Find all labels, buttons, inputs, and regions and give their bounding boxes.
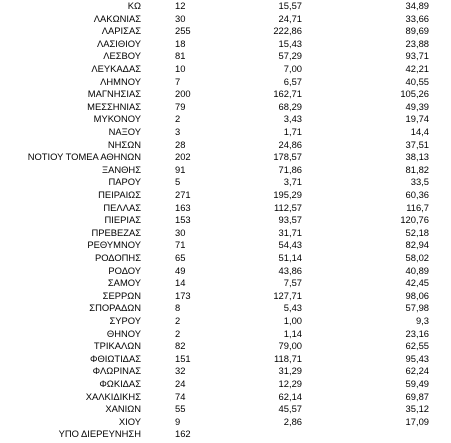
rate-cell: 62,55 [405,340,429,352]
region-name-cell: ΘΗΝΟΥ [106,327,141,339]
case-count-cell: 5 [175,176,181,188]
case-count-cell: 202 [175,151,191,163]
average-cell: 79,00 [278,340,302,352]
table-row [0,126,451,137]
average-cell: 12,29 [278,378,302,389]
table-row [0,391,451,402]
table-row [0,340,451,351]
rate-cell: 42,45 [405,277,429,289]
region-name-cell: ΠΕΛΛΑΣ [103,201,141,213]
region-name-cell: ΣΠΟΡΑΔΩΝ [89,302,141,314]
rate-cell: 82,94 [405,239,429,251]
table-row [0,202,451,213]
table-row [0,101,451,112]
rate-cell: 42,21 [405,63,429,74]
rate-cell [395,428,429,439]
region-name-cell: ΠΡΕΒΕΖΑΣ [91,226,141,238]
region-name-cell: ΧΑΝΙΩΝ [105,403,141,415]
rate-cell: 33,5 [410,176,429,188]
rate-cell: 23,16 [405,327,429,339]
case-count-cell: 2 [175,327,181,339]
case-count-cell: 163 [175,201,191,213]
case-count-cell: 71 [175,239,186,251]
region-name-cell: ΣΥΡΟΥ [109,315,141,326]
average-cell: 1,71 [283,126,302,137]
table-row [0,113,451,124]
rate-cell: 23,88 [405,37,429,49]
region-name-cell: ΠΑΡΟΥ [108,176,141,188]
rate-cell: 49,39 [405,100,429,112]
rate-cell: 98,06 [405,289,429,301]
case-count-cell: 10 [175,63,186,74]
region-name-cell: ΧΙΟΥ [118,415,141,427]
table-row [0,139,451,150]
region-name-cell: ΤΡΙΚΑΛΩΝ [93,340,141,352]
rate-cell: 34,89 [405,0,429,11]
region-name-cell: ΥΠΟ ΔΙΕΡΕΥΝΗΣΗ [58,428,141,440]
average-cell: 45,57 [278,403,302,415]
rate-cell: 9,3 [415,315,429,326]
case-count-cell: 79 [175,100,186,112]
case-count-cell: 153 [175,214,191,226]
region-name-cell: ΡΕΘΥΜΝΟΥ [87,239,141,251]
average-cell: 71,86 [278,163,302,175]
average-cell: 51,14 [278,252,302,263]
table-row [0,239,451,250]
average-cell: 62,14 [278,390,302,402]
case-count-cell: 55 [175,403,186,415]
rate-cell: 14,4 [410,126,429,137]
region-name-cell: ΝΟΤΙΟΥ ΤΟΜΕΑ ΑΘΗΝΩΝ [27,151,141,163]
rate-cell: 17,09 [405,415,429,427]
rate-cell: 93,71 [405,50,429,62]
case-count-cell: 74 [175,390,186,402]
average-cell: 5,43 [283,302,302,314]
region-name-cell: ΡΟΔΟΠΗΣ [94,252,141,263]
region-name-cell: ΛΕΥΚΑΔΑΣ [91,63,141,74]
region-name-cell: ΛΑΡΙΣΑΣ [101,25,141,37]
case-count-cell: 7 [175,75,181,87]
average-cell: 54,43 [278,239,302,251]
table-row [0,416,451,427]
rate-cell: 89,69 [405,25,429,37]
case-count-cell: 91 [175,163,186,175]
average-cell: 24,86 [278,138,302,150]
average-cell: 7,57 [283,277,302,289]
table-row [0,88,451,99]
average-cell: 195,29 [273,189,302,200]
region-name-cell: ΣΑΜΟΥ [107,277,141,289]
table-row [0,76,451,87]
rate-cell: 35,12 [405,403,429,415]
table-row [0,265,451,276]
average-cell: 68,29 [278,100,302,112]
case-count-cell: 30 [175,226,186,238]
region-name-cell: ΝΑΞΟΥ [108,126,141,137]
average-cell: 112,57 [274,201,302,213]
region-name-cell: ΠΕΙΡΑΙΩΣ [98,189,141,200]
average-cell: 7,00 [283,63,302,74]
table-row [0,151,451,162]
average-cell: 178,57 [273,151,302,163]
case-count-cell: 8 [175,302,181,314]
average-cell: 15,57 [278,0,302,11]
region-name-cell: ΜΕΣΣΗΝΙΑΣ [87,100,141,112]
average-cell: 118,71 [274,352,302,364]
region-name-cell: ΞΑΝΘΗΣ [102,163,141,175]
average-cell: 1,14 [283,327,302,339]
case-count-cell: 28 [175,138,186,150]
table-row [0,38,451,49]
rate-cell: 95,43 [405,352,429,364]
table-row [0,50,451,61]
average-cell: 127,71 [273,289,302,301]
average-cell: 222,86 [273,25,302,37]
table-row [0,176,451,187]
table-row [0,365,451,376]
average-cell: 2,86 [283,415,302,427]
rate-cell: 38,13 [405,151,429,163]
case-count-cell: 12 [175,0,186,11]
average-cell: 24,71 [278,12,302,24]
table-row [0,353,451,364]
table-row [0,25,451,36]
region-name-cell: ΜΥΚΟΝΟΥ [93,113,141,125]
region-name-cell: ΚΩ [127,0,141,11]
region-name-cell: ΦΘΙΩΤΙΔΑΣ [89,352,141,364]
rate-cell: 59,49 [405,378,429,389]
average-cell: 3,43 [283,113,302,125]
rate-cell: 37,51 [405,138,429,150]
case-count-cell: 151 [175,352,191,364]
table-row [0,403,451,414]
rate-cell: 58,02 [405,252,429,263]
region-name-cell: ΝΗΣΩΝ [107,138,141,150]
table-row [0,428,451,439]
rate-cell: 81,82 [405,163,429,175]
table-row [0,189,451,200]
average-cell: 31,29 [278,365,302,377]
region-name-cell: ΦΛΩΡΙΝΑΣ [92,365,141,377]
case-count-cell: 30 [175,12,186,24]
region-name-cell: ΛΗΜΝΟΥ [100,75,141,87]
case-count-cell: 162 [175,428,191,440]
case-count-cell: 3 [175,126,181,137]
case-count-cell: 255 [175,25,191,37]
rate-cell: 105,26 [400,88,429,100]
average-cell [262,428,302,439]
case-count-cell: 49 [175,264,186,276]
region-name-cell: ΣΕΡΡΩΝ [102,289,141,301]
case-count-cell: 200 [175,88,191,100]
rate-cell: 69,87 [405,390,429,402]
rate-cell: 62,24 [405,365,429,377]
average-cell: 6,57 [283,75,302,87]
rate-cell: 60,36 [405,189,429,200]
table-row [0,164,451,175]
region-name-cell: ΜΑΓΝΗΣΙΑΣ [87,88,141,100]
rate-cell: 52,18 [405,226,429,238]
table-row [0,302,451,313]
rate-cell: 19,74 [405,113,429,125]
average-cell: 57,29 [278,50,302,62]
case-count-cell: 271 [175,189,191,200]
case-count-cell: 82 [175,340,186,352]
table-row [0,0,451,11]
case-count-cell: 2 [175,113,181,125]
table-row [0,252,451,263]
average-cell: 15,43 [278,37,302,49]
region-name-cell: ΛΑΣΙΘΙΟΥ [96,37,141,49]
table-row [0,227,451,238]
table-row [0,214,451,225]
table-row [0,277,451,288]
table-row [0,63,451,74]
rate-cell: 33,66 [405,12,429,24]
region-name-cell: ΛΕΣΒΟΥ [103,50,141,62]
average-cell: 1,00 [283,315,302,326]
case-count-cell: 14 [175,277,186,289]
case-count-cell: 24 [175,378,186,389]
region-name-cell: ΠΙΕΡΙΑΣ [104,214,141,226]
case-count-cell: 173 [175,289,191,301]
table-row [0,13,451,24]
case-count-cell: 81 [175,50,186,62]
average-cell: 93,57 [278,214,302,226]
region-name-cell: ΧΑΛΚΙΔΙΚΗΣ [85,390,141,402]
region-name-cell: ΡΟΔΟΥ [108,264,141,276]
case-count-cell: 9 [175,415,181,427]
table-row [0,315,451,326]
table-row [0,328,451,339]
average-cell: 162,71 [273,88,302,100]
region-name-cell: ΦΩΚΙΔΑΣ [99,378,141,389]
region-name-cell: ΛΑΚΩΝΙΑΣ [93,12,141,24]
table-row [0,290,451,301]
average-cell: 43,86 [278,264,302,276]
rate-cell: 116,7 [406,201,429,213]
rate-cell: 57,98 [405,302,429,314]
case-count-cell: 32 [175,365,186,377]
rate-cell: 120,76 [400,214,429,226]
average-cell: 3,71 [283,176,302,188]
case-count-cell: 65 [175,252,186,263]
case-count-cell: 18 [175,37,186,49]
rate-cell: 40,89 [405,264,429,276]
table-row [0,378,451,389]
rate-cell: 40,55 [405,75,429,87]
average-cell: 31,71 [278,226,302,238]
case-count-cell: 2 [175,315,181,326]
